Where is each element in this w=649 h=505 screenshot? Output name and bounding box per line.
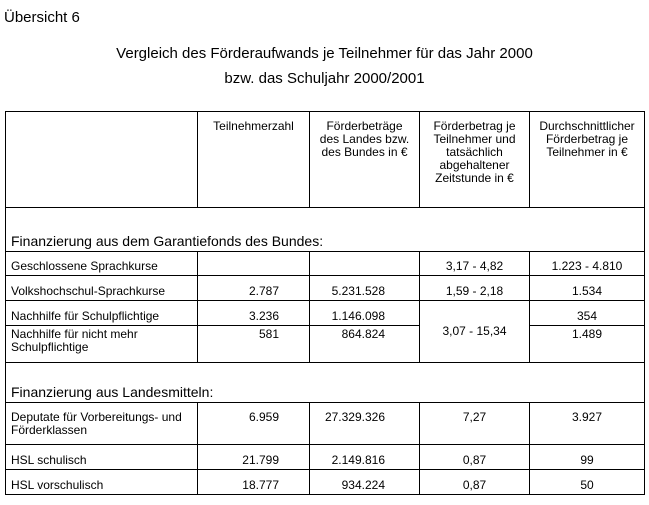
cell-average: 1.489	[530, 326, 645, 363]
table-row	[6, 470, 645, 495]
row-label: Volkshochschul-Sprachkurse	[6, 276, 198, 301]
header-per-hour: Förderbetrag je Teilnehmer und tatsächlich abgehaltener Zeitstunde in €	[420, 112, 530, 208]
cell-per-hour: 1,59 - 2,18	[420, 276, 530, 301]
row-label: Nachhilfe für nicht mehr Schulpflichtige	[6, 326, 198, 363]
cell-participants: 581	[198, 326, 310, 363]
table-row	[6, 445, 645, 470]
cell-per-hour: 7,27	[420, 403, 530, 445]
cell-funding: 2.149.816	[310, 445, 420, 470]
cell-participants	[198, 252, 310, 276]
cell-funding: 27.329.326	[310, 403, 420, 445]
section-row	[6, 208, 645, 252]
cell-average: 3.927	[530, 403, 645, 445]
cell-funding	[310, 252, 420, 276]
row-label: Nachhilfe für Schulpflichtige	[6, 301, 198, 326]
cell-average: 1.534	[530, 276, 645, 301]
funding-comparison-table	[5, 111, 645, 495]
cell-funding: 934.224	[310, 470, 420, 495]
cell-average: 354	[530, 301, 645, 326]
cell-participants: 18.777	[198, 470, 310, 495]
table-row	[6, 252, 645, 276]
cell-participants: 21.799	[198, 445, 310, 470]
cell-average: 50	[530, 470, 645, 495]
row-label: HSL vorschulisch	[6, 470, 198, 495]
table-row	[6, 326, 645, 363]
cell-per-hour-shared: 3,07 - 15,34	[420, 301, 530, 363]
cell-participants: 6.959	[198, 403, 310, 445]
row-label: Geschlossene Sprachkurse	[6, 252, 198, 276]
section-row	[6, 363, 645, 403]
cell-per-hour: 0,87	[420, 445, 530, 470]
table-row	[6, 276, 645, 301]
cell-per-hour: 0,87	[420, 470, 530, 495]
cell-funding: 5.231.528	[310, 276, 420, 301]
table-header-row	[6, 112, 645, 208]
section-state: Finanzierung aus Landesmitteln:	[6, 363, 645, 403]
header-average: Durchschnittlicher Förderbetrag je Teilnehmer in €	[530, 112, 645, 208]
page-title: Vergleich des Förderaufwands je Teilnehmer für das Jahr 2000	[116, 45, 533, 62]
overview-label: Übersicht 6	[4, 9, 80, 26]
cell-per-hour: 3,17 - 4,82	[420, 252, 530, 276]
row-label: HSL schulisch	[6, 445, 198, 470]
cell-average: 1.223 - 4.810	[530, 252, 645, 276]
row-label: Deputate für Vorbereitungs- und Förderklassen	[6, 403, 198, 445]
header-funding: Förderbeträge des Landes bzw. des Bundes in €	[310, 112, 420, 208]
header-empty-cell	[6, 112, 198, 208]
cell-participants: 2.787	[198, 276, 310, 301]
table-row	[6, 301, 645, 326]
table-row	[6, 403, 645, 445]
cell-funding: 1.146.098	[310, 301, 420, 326]
cell-average: 99	[530, 445, 645, 470]
cell-participants: 3.236	[198, 301, 310, 326]
section-federal: Finanzierung aus dem Garantiefonds des Bundes:	[6, 208, 645, 252]
header-participants: Teilnehmerzahl	[198, 112, 310, 208]
cell-funding: 864.824	[310, 326, 420, 363]
page-subtitle: bzw. das Schuljahr 2000/2001	[224, 70, 425, 87]
